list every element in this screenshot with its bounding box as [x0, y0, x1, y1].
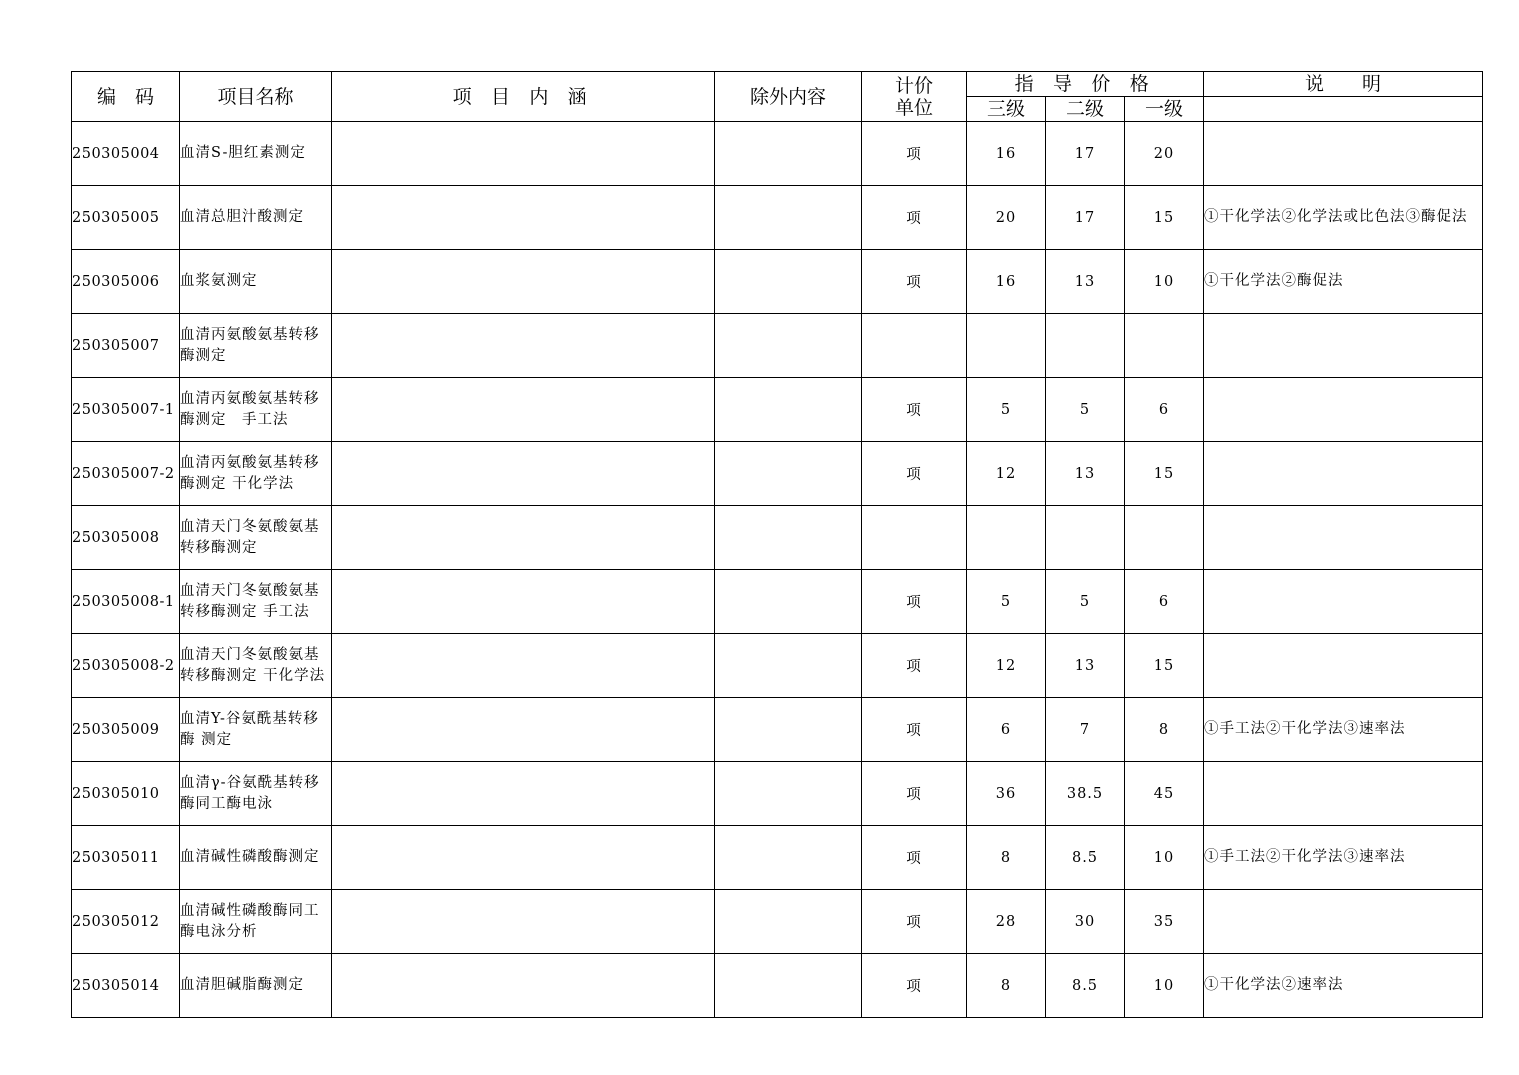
cell-price-level2: 5 — [1046, 570, 1125, 634]
cell-code: 250305007-1 — [72, 378, 180, 442]
cell-content — [332, 442, 715, 506]
cell-price-level1: 20 — [1125, 122, 1204, 186]
cell-note — [1204, 634, 1483, 698]
cell-price-level3: 6 — [967, 698, 1046, 762]
cell-note — [1204, 506, 1483, 570]
cell-unit: 项 — [862, 250, 967, 314]
cell-price-level2: 13 — [1046, 250, 1125, 314]
cell-unit — [862, 506, 967, 570]
cell-price-level3: 8 — [967, 954, 1046, 1018]
cell-code: 250305014 — [72, 954, 180, 1018]
cell-price-level2: 13 — [1046, 634, 1125, 698]
cell-note: ①手工法②干化学法③速率法 — [1204, 826, 1483, 890]
cell-note: ①干化学法②速率法 — [1204, 954, 1483, 1018]
cell-code: 250305008-1 — [72, 570, 180, 634]
header-content: 项 目 内 涵 — [332, 72, 715, 122]
cell-excluded — [715, 890, 862, 954]
cell-excluded — [715, 378, 862, 442]
cell-excluded — [715, 826, 862, 890]
cell-name: 血清γ-谷氨酰基转移酶同工酶电泳 — [180, 762, 332, 826]
cell-price-level1: 10 — [1125, 954, 1204, 1018]
cell-price-level2: 30 — [1046, 890, 1125, 954]
cell-price-level1: 15 — [1125, 442, 1204, 506]
cell-price-level3: 20 — [967, 186, 1046, 250]
cell-unit — [862, 314, 967, 378]
cell-name: 血清天门冬氨酸氨基转移酶测定 干化学法 — [180, 634, 332, 698]
cell-unit: 项 — [862, 954, 967, 1018]
header-name: 项目名称 — [180, 72, 332, 122]
cell-note: ①手工法②干化学法③速率法 — [1204, 698, 1483, 762]
cell-price-level3: 12 — [967, 442, 1046, 506]
header-price-group: 指 导 价 格 — [967, 72, 1204, 97]
cell-price-level3: 16 — [967, 250, 1046, 314]
cell-code: 250305008-2 — [72, 634, 180, 698]
cell-price-level2: 17 — [1046, 186, 1125, 250]
header-level1: 一级 — [1125, 97, 1204, 122]
header-notes-blank — [1204, 97, 1483, 122]
header-code: 编 码 — [72, 72, 180, 122]
cell-price-level1: 15 — [1125, 186, 1204, 250]
cell-code: 250305004 — [72, 122, 180, 186]
table-row — [72, 378, 1483, 442]
cell-excluded — [715, 250, 862, 314]
cell-price-level1: 10 — [1125, 250, 1204, 314]
cell-name: 血清天门冬氨酸氨基转移酶测定 — [180, 506, 332, 570]
cell-price-level2: 5 — [1046, 378, 1125, 442]
price-table — [71, 71, 1483, 1018]
cell-excluded — [715, 954, 862, 1018]
header-unit-line2: 单位 — [894, 96, 933, 119]
cell-code: 250305012 — [72, 890, 180, 954]
table-row — [72, 186, 1483, 250]
cell-excluded — [715, 186, 862, 250]
cell-name: 血清S-胆红素测定 — [180, 122, 332, 186]
cell-price-level3: 5 — [967, 378, 1046, 442]
cell-note — [1204, 378, 1483, 442]
cell-content — [332, 186, 715, 250]
cell-unit: 项 — [862, 634, 967, 698]
cell-price-level1: 6 — [1125, 570, 1204, 634]
cell-price-level3: 16 — [967, 122, 1046, 186]
cell-excluded — [715, 506, 862, 570]
cell-code: 250305008 — [72, 506, 180, 570]
cell-price-level3: 28 — [967, 890, 1046, 954]
header-unit-line1: 计价 — [894, 74, 933, 97]
cell-code: 250305005 — [72, 186, 180, 250]
cell-price-level1: 15 — [1125, 634, 1204, 698]
cell-unit: 项 — [862, 378, 967, 442]
cell-unit: 项 — [862, 890, 967, 954]
table-row — [72, 826, 1483, 890]
cell-unit: 项 — [862, 762, 967, 826]
cell-price-level2: 17 — [1046, 122, 1125, 186]
cell-name: 血清丙氨酸氨基转移酶测定 干化学法 — [180, 442, 332, 506]
cell-name: 血清丙氨酸氨基转移酶测定 手工法 — [180, 378, 332, 442]
cell-unit: 项 — [862, 186, 967, 250]
cell-content — [332, 378, 715, 442]
cell-note — [1204, 122, 1483, 186]
table-row — [72, 506, 1483, 570]
cell-unit: 项 — [862, 698, 967, 762]
cell-name: 血浆氨测定 — [180, 250, 332, 314]
cell-price-level3: 12 — [967, 634, 1046, 698]
cell-code: 250305009 — [72, 698, 180, 762]
cell-excluded — [715, 698, 862, 762]
table-row — [72, 250, 1483, 314]
cell-price-level2: 8.5 — [1046, 954, 1125, 1018]
cell-price-level2: 13 — [1046, 442, 1125, 506]
cell-price-level2 — [1046, 506, 1125, 570]
cell-price-level1: 8 — [1125, 698, 1204, 762]
cell-content — [332, 570, 715, 634]
cell-code: 250305010 — [72, 762, 180, 826]
header-excluded: 除外内容 — [715, 72, 862, 122]
header-notes: 说 明 — [1204, 72, 1483, 97]
cell-content — [332, 762, 715, 826]
cell-note — [1204, 570, 1483, 634]
cell-content — [332, 634, 715, 698]
table-row — [72, 122, 1483, 186]
cell-price-level1: 6 — [1125, 378, 1204, 442]
cell-price-level1: 10 — [1125, 826, 1204, 890]
cell-price-level3 — [967, 314, 1046, 378]
cell-name: 血清碱性磷酸酶同工酶电泳分析 — [180, 890, 332, 954]
cell-content — [332, 890, 715, 954]
cell-unit: 项 — [862, 122, 967, 186]
cell-code: 250305006 — [72, 250, 180, 314]
table-row — [72, 442, 1483, 506]
cell-name: 血清Y-谷氨酰基转移酶 测定 — [180, 698, 332, 762]
cell-excluded — [715, 762, 862, 826]
cell-content — [332, 954, 715, 1018]
cell-unit: 项 — [862, 826, 967, 890]
cell-content — [332, 826, 715, 890]
cell-price-level1: 45 — [1125, 762, 1204, 826]
cell-note — [1204, 890, 1483, 954]
table-row — [72, 570, 1483, 634]
header-level2: 二级 — [1046, 97, 1125, 122]
table-row — [72, 762, 1483, 826]
cell-price-level3: 5 — [967, 570, 1046, 634]
table-row — [72, 954, 1483, 1018]
cell-price-level2 — [1046, 314, 1125, 378]
table-row — [72, 634, 1483, 698]
cell-content — [332, 506, 715, 570]
cell-note — [1204, 442, 1483, 506]
cell-price-level2: 7 — [1046, 698, 1125, 762]
cell-price-level3: 8 — [967, 826, 1046, 890]
cell-note — [1204, 314, 1483, 378]
cell-code: 250305007-2 — [72, 442, 180, 506]
cell-note: ①干化学法②酶促法 — [1204, 250, 1483, 314]
cell-content — [332, 698, 715, 762]
cell-price-level1: 35 — [1125, 890, 1204, 954]
cell-content — [332, 250, 715, 314]
cell-excluded — [715, 570, 862, 634]
cell-name: 血清总胆汁酸测定 — [180, 186, 332, 250]
cell-price-level3 — [967, 506, 1046, 570]
cell-excluded — [715, 442, 862, 506]
cell-name: 血清胆碱脂酶测定 — [180, 954, 332, 1018]
cell-code: 250305007 — [72, 314, 180, 378]
cell-price-level1 — [1125, 314, 1204, 378]
cell-price-level3: 36 — [967, 762, 1046, 826]
cell-content — [332, 122, 715, 186]
table-row — [72, 314, 1483, 378]
cell-excluded — [715, 122, 862, 186]
cell-excluded — [715, 634, 862, 698]
cell-price-level2: 38.5 — [1046, 762, 1125, 826]
header-level3: 三级 — [967, 97, 1046, 122]
cell-price-level2: 8.5 — [1046, 826, 1125, 890]
cell-content — [332, 314, 715, 378]
table-row — [72, 890, 1483, 954]
cell-unit: 项 — [862, 570, 967, 634]
cell-note: ①干化学法②化学法或比色法③酶促法 — [1204, 186, 1483, 250]
table-body — [72, 122, 1483, 1018]
header-unit — [862, 72, 967, 122]
cell-name: 血清丙氨酸氨基转移酶测定 — [180, 314, 332, 378]
cell-name: 血清天门冬氨酸氨基转移酶测定 手工法 — [180, 570, 332, 634]
cell-note — [1204, 762, 1483, 826]
cell-price-level1 — [1125, 506, 1204, 570]
table-header — [72, 72, 1483, 122]
cell-unit: 项 — [862, 442, 967, 506]
cell-name: 血清碱性磷酸酶测定 — [180, 826, 332, 890]
cell-code: 250305011 — [72, 826, 180, 890]
table-row — [72, 698, 1483, 762]
cell-excluded — [715, 314, 862, 378]
